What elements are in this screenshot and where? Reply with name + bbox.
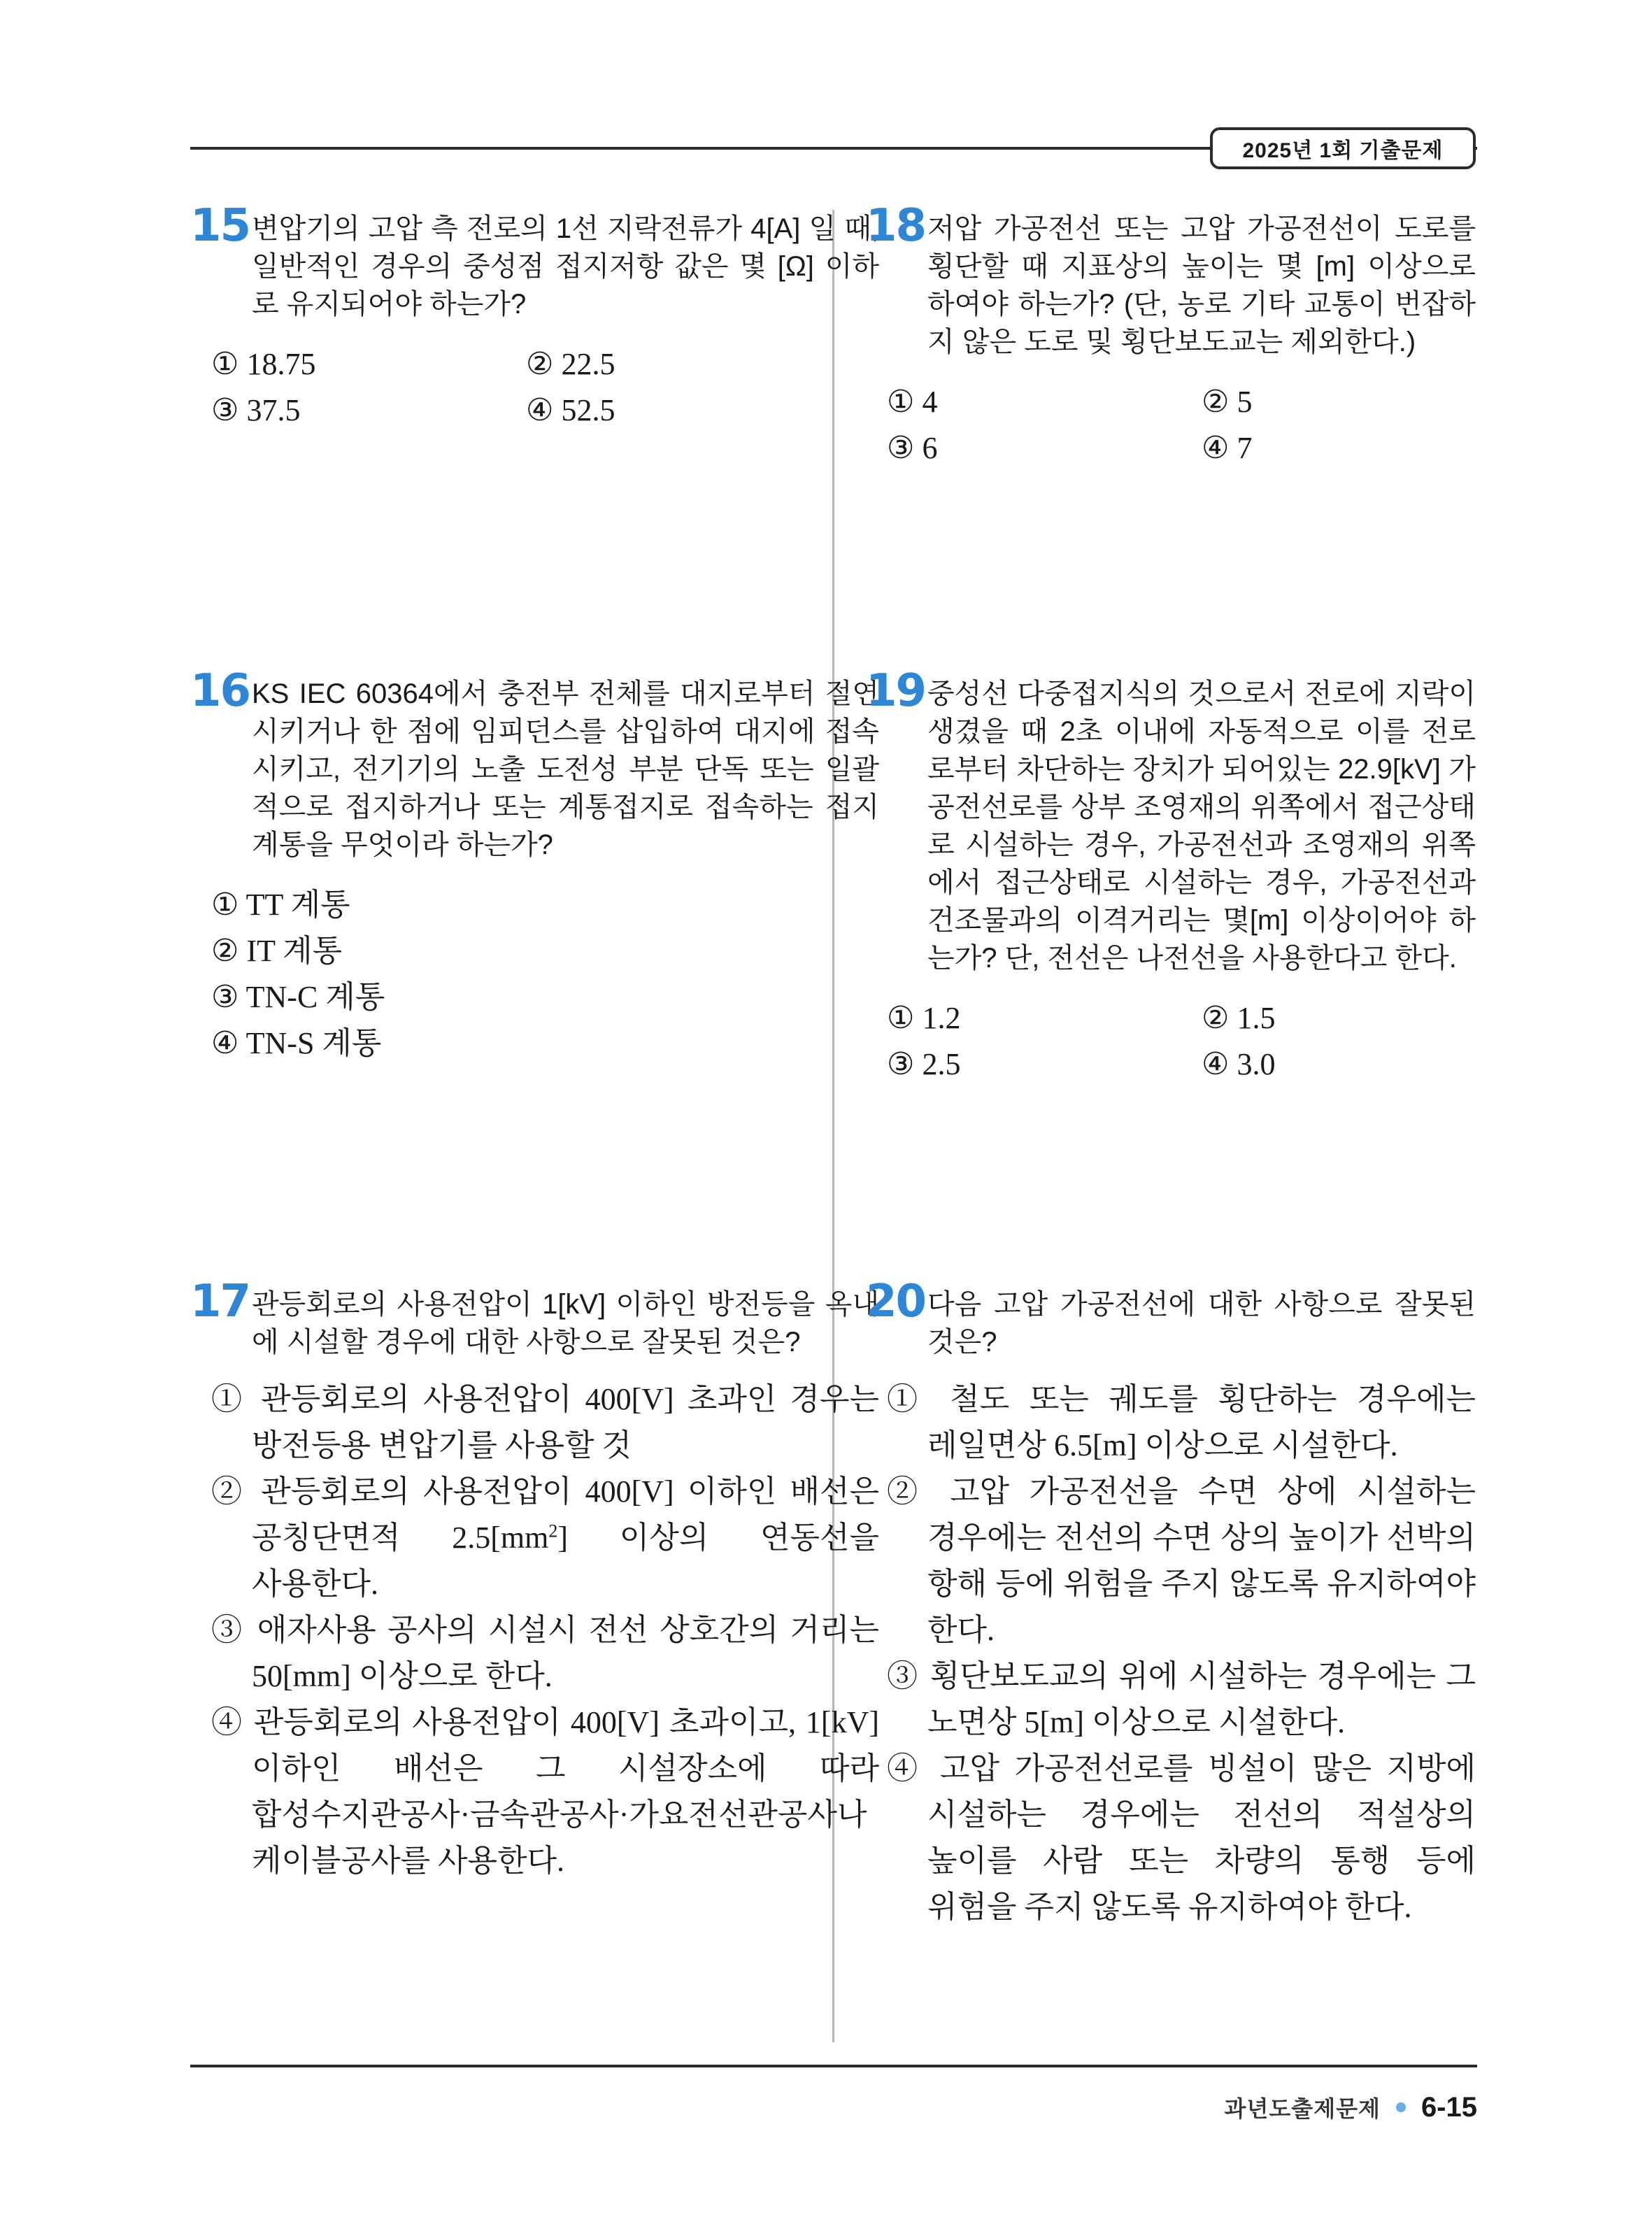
question-20-stem bbox=[866, 1276, 1476, 1361]
question-17 bbox=[190, 1276, 879, 1884]
option-2-text: ② 관등회로의 사용전압이 400[V] 이하인 배선은 공칭단면적 2.5[mm bbox=[211, 1474, 879, 1555]
option-4[interactable]: ④ 7 bbox=[1202, 431, 1253, 465]
option-4[interactable]: ④ TN-S 계통 bbox=[211, 1026, 382, 1060]
question-text: 관등회로의 사용전압이 1[kV] 이하인 방전등을 옥내에 시설할 경우에 대한 사항으로 잘못된 것은? bbox=[252, 1289, 879, 1358]
option-2[interactable]: ② 1.5 bbox=[1202, 1001, 1276, 1035]
options bbox=[190, 341, 879, 434]
footer-rule bbox=[190, 2065, 1477, 2067]
option-1[interactable]: ① 관등회로의 사용전압이 400[V] 초과인 경우는 방전등용 변압기를 사용할 것 bbox=[211, 1382, 879, 1462]
question-number: 15 bbox=[190, 200, 250, 252]
option-2[interactable]: ② 5 bbox=[1202, 385, 1253, 419]
options bbox=[866, 379, 1476, 471]
question-19-stem bbox=[866, 665, 1476, 977]
option-1[interactable]: ① TT 계통 bbox=[211, 888, 350, 922]
option-4[interactable]: ④ 관등회로의 사용전압이 400[V] 초과이고, 1[kV] 이하인 배선은 그 시설장소에 따라 합성수지관공사·금속관공사·가요전선관공사나 케이블공사를 사용한다. bbox=[211, 1705, 879, 1878]
question-number: 16 bbox=[190, 665, 250, 717]
question-17-stem bbox=[190, 1276, 879, 1361]
option-2[interactable]: ② 22.5 bbox=[526, 347, 615, 381]
footer bbox=[1225, 2091, 1477, 2123]
options bbox=[866, 995, 1476, 1088]
question-18-stem bbox=[866, 200, 1476, 361]
option-3[interactable]: ③ TN-C 계통 bbox=[211, 980, 385, 1014]
question-text: 변압기의 고압 측 전로의 1선 지락전류가 4[A] 일 때, 일반적인 경우의 중성점 접지저항 값은 몇 [Ω] 이하로 유지되어야 하는가? bbox=[252, 213, 879, 320]
superscript: 2 bbox=[548, 1521, 558, 1541]
option-4[interactable]: ④ 고압 가공전선로를 빙설이 많은 지방에 시설하는 경우에는 전선의 적설상의 높이를 사람 또는 차량의 통행 등에 위험을 주지 않도록 유지하여야 한다. bbox=[887, 1751, 1476, 1924]
option-3[interactable]: ③ 2.5 bbox=[887, 1047, 961, 1081]
options bbox=[190, 882, 879, 1067]
option-1[interactable]: ① 4 bbox=[887, 385, 938, 419]
bullet-dot-icon bbox=[1396, 2102, 1406, 2112]
option-4[interactable]: ④ 3.0 bbox=[1202, 1047, 1276, 1081]
question-15 bbox=[190, 200, 879, 434]
option-3[interactable]: ③ 6 bbox=[887, 431, 938, 465]
question-number: 20 bbox=[866, 1276, 926, 1327]
option-3[interactable]: ③ 37.5 bbox=[211, 393, 301, 427]
section-title: 과년도출제문제 bbox=[1224, 2096, 1381, 2121]
option-1[interactable]: ① 18.75 bbox=[211, 347, 316, 381]
question-15-stem bbox=[190, 200, 879, 323]
option-2[interactable]: ② IT 계통 bbox=[211, 934, 343, 968]
option-3[interactable]: ③ 횡단보도교의 위에 시설하는 경우에는 그 노면상 5[m] 이상으로 시설한다. bbox=[887, 1659, 1476, 1739]
question-16 bbox=[190, 665, 879, 1067]
option-1[interactable]: ① 1.2 bbox=[887, 1001, 961, 1035]
question-text: 다음 고압 가공전선에 대한 사항으로 잘못된 것은? bbox=[927, 1289, 1476, 1358]
option-4[interactable]: ④ 52.5 bbox=[526, 393, 615, 427]
question-16-stem bbox=[190, 665, 879, 864]
question-19 bbox=[866, 665, 1476, 1088]
question-18 bbox=[866, 200, 1476, 471]
exam-title-tab: 2025년 1회 기출문제 bbox=[1210, 127, 1476, 169]
page-number: 6-15 bbox=[1420, 2091, 1477, 2123]
options bbox=[190, 1376, 879, 1884]
question-20 bbox=[866, 1276, 1476, 1930]
option-2[interactable] bbox=[211, 1469, 879, 1607]
question-number: 19 bbox=[866, 665, 926, 717]
question-text: 중성선 다중접지식의 것으로서 전로에 지락이 생겼을 때 2초 이내에 자동적으로 이를 전로로부터 차단하는 장치가 되어있는 22.9[kV] 가공전선로를 상부 조영재의 위쪽에서 접근상태로 시설하는 경우, 가공전선과 조영재의 위쪽에서 접근상태로 시설하는 경우, 가공전선과 건조물과의 이격거리는 몇[m] 이상이어야 하는가? 단, 전선은 나전선을 사용한다고 한다. bbox=[927, 678, 1476, 974]
question-text: KS IEC 60364에서 충전부 전체를 대지로부터 절연시키거나 한 점에 임피던스를 삽입하여 대지에 접속시키고, 전기기의 노출 도전성 부분 단독 또는 일괄적으로 접지하거나 또는 계통접지로 접속하는 접지계통을 무엇이라 하는가? bbox=[252, 678, 879, 860]
options bbox=[866, 1376, 1476, 1930]
question-number: 18 bbox=[866, 200, 926, 252]
option-2[interactable]: ② 고압 가공전선을 수면 상에 시설하는 경우에는 전선의 수면 상의 높이가 선박의 항해 등에 위험을 주지 않도록 유지하여야 한다. bbox=[887, 1474, 1476, 1647]
option-3[interactable]: ③ 애자사용 공사의 시설시 전선 상호간의 거리는 50[mm] 이상으로 한다. bbox=[211, 1613, 879, 1693]
option-1[interactable]: ① 철도 또는 궤도를 횡단하는 경우에는 레일면상 6.5[m] 이상으로 시설한다. bbox=[887, 1382, 1476, 1462]
question-number: 17 bbox=[190, 1276, 250, 1327]
option-2-tail: ] 이상의 연동선을 사용한다. bbox=[252, 1521, 879, 1601]
question-text: 저압 가공전선 또는 고압 가공전선이 도로를 횡단할 때 지표상의 높이는 몇 [m] 이상으로 하여야 하는가? (단, 농로 기타 교통이 번잡하지 않은 도로 및 횡단보도교는 제외한다.) bbox=[927, 213, 1476, 357]
